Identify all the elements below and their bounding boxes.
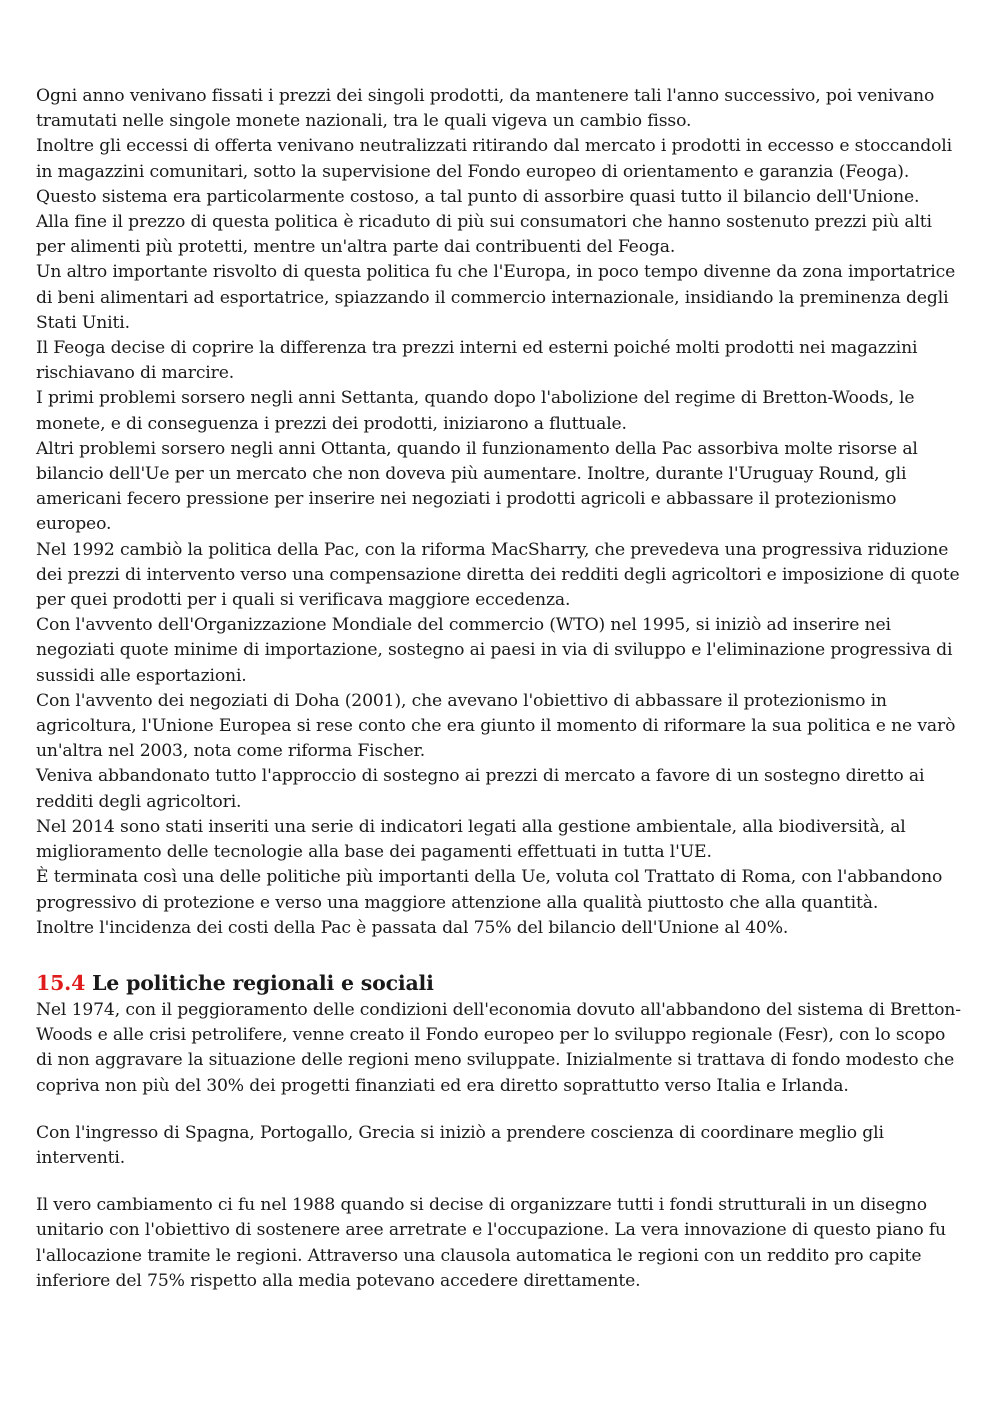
paragraph: Il vero cambiamento ci fu nel 1988 quando si decise di organizzare tutti i fondi strutturali in un disegno unitario con l'obiettivo di sostenere aree arretrate e l'occupazione. La vera innovazione di questo piano fu l'allocazione tramite le regioni. Attraverso una clausola automatica le regioni con un reddito pro capite inferiore del 75% rispetto alla media potevano accedere direttamente. [36,1195,946,1291]
paragraph: Con l'avvento dei negoziati di Doha (2001), che avevano l'obiettivo di abbassare il protezionismo in agricoltura, l'Unione Europea si rese conto che era giunto il momento di riformare la sua politica e ne varò un'altra nel 2003, nota come riforma Fischer. [36,690,956,762]
paragraph: Inoltre gli eccessi di offerta venivano neutralizzati ritirando dal mercato i prodotti in eccesso e stoccandoli in magazzini comunitari, sotto la supervisione del Fondo europeo di orientamento e garanzia (Feoga). Questo sistema era particolarmente costoso, a tal punto di assorbire quasi tutto il bilancio dell'Unione. [36,136,952,207]
section-title: Le politiche regionali e sociali [85,970,434,995]
paragraph: Un altro importante risvolto di questa politica fu che l'Europa, in poco tempo divenne da zona importatrice di beni alimentari ad esportatrice, spiazzando il commercio internazionale, insidiando la preminenza degli Stati Uniti. [36,262,956,333]
paragraph: Ogni anno venivano fissati i prezzi dei singoli prodotti, da mantenere tali l'anno successivo, poi venivano tramutati nelle singole monete nazionali, tra le quali vigeva un cambio fisso. [36,86,935,132]
section-body [36,998,966,1294]
paragraph: Il Feoga decise di coprire la differenza tra prezzi interni ed esterni poiché molti prodotti nei magazzini rischiavano di marcire. [36,338,918,384]
paragraph: Alla fine il prezzo di questa politica è ricaduto di più sui consumatori che hanno sostenuto prezzi più alti per alimenti più protetti, mentre un'altra parte dai contribuenti del Feoga. [36,212,932,258]
paragraph: Altri problemi sorsero negli anni Ottanta, quando il funzionamento della Pac assorbiva molte risorse al bilancio dell'Ue per un mercato che non doveva più aumentare. Inoltre, durante l'Uruguay Round, gli americani fecero pressione per inserire nei negoziati i prodotti agricoli e abbassare il protezionismo europeo. [36,438,918,535]
section-heading [36,968,966,998]
paragraph: Con l'ingresso di Spagna, Portogallo, Grecia si iniziò a prendere coscienza di coordinare meglio gli interventi. [36,1122,884,1168]
paragraph: Veniva abbandonato tutto l'approccio di sostegno ai prezzi di mercato a favore di un sostegno diretto ai redditi degli agricoltori. [36,766,925,812]
paragraph: Nel 1974, con il peggioramento delle condizioni dell'economia dovuto all'abbandono del sistema di Bretton-Woods e alle crisi petrolifere, venne creato il Fondo europeo per lo sviluppo regionale (Fesr), con lo scopo di non aggravare la situazione delle regioni meno sviluppate. Inizialmente si trattava di fondo modesto che copriva non più del 30% dei progetti finanziati ed era diretto soprattutto verso Italia e Irlanda. [36,999,961,1096]
paragraph: I primi problemi sorsero negli anni Settanta, quando dopo l'abolizione del regime di Bretton-Woods, le monete, e di conseguenza i prezzi dei prodotti, iniziarono a fluttuale. [36,388,915,434]
paragraph: Nel 1992 cambiò la politica della Pac, con la riforma MacSharry, che prevedeva una progressiva riduzione dei prezzi di intervento verso una compensazione diretta dei redditi degli agricoltori e imposizione di quote per quei prodotti per i quali si verificava maggiore eccedenza. [36,539,960,611]
section-number: 15.4 [36,970,86,995]
paragraph: Con l'avvento dell'Organizzazione Mondiale del commercio (WTO) nel 1995, si iniziò ad inserire nei negoziati quote minime di importazione, sostegno ai paesi in via di sviluppo e l'eliminazione progressiva di sussidi alle esportazioni. [36,615,953,686]
paragraph: Nel 2014 sono stati inseriti una serie di indicatori legati alla gestione ambientale, alla biodiversità, al miglioramento delle tecnologie alla base dei pagamenti effettuati in tutta l'UE. [36,816,906,863]
paragraph: Inoltre l'incidenza dei costi della Pac è passata dal 75% del bilancio dell'Unione al 40%. [36,917,789,938]
document-page [36,84,966,1294]
paragraph: È terminata così una delle politiche più importanti della Ue, voluta col Trattato di Roma, con l'abbandono progressivo di protezione e verso una maggiore attenzione alla qualità piuttosto che alla quantità. [36,867,943,913]
body-text-top [36,84,966,941]
